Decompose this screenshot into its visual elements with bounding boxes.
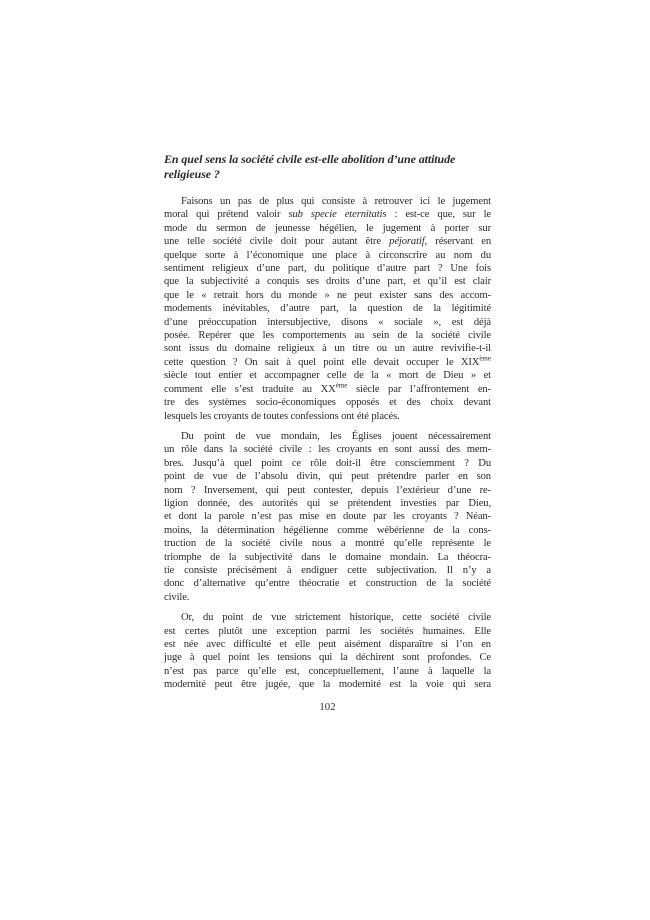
text-line: comment elle s’est traduite au XXème siècle par l’affrontement en- <box>164 381 491 395</box>
page-number: 102 <box>319 700 336 713</box>
heading-line: En quel sens la société civile est-elle abolition d’une attitude <box>164 152 456 166</box>
text-line: juge à quel point les tensions qui la déchirent sont profondes. Ce <box>164 652 491 664</box>
italic-text: péjoratif, <box>389 236 428 248</box>
text-line: Du point de vue mondain, les Églises jouent nécessairement <box>181 430 491 442</box>
text-line: moins, la détermination hégélienne comme wébérienne de la cons- <box>164 524 491 536</box>
text-line: n’est pas parce qu’elle est, conceptuellement, l’aune à laquelle la <box>164 665 491 677</box>
text-line: siècle tout entier et accompagner celle de la « mort de Dieu » et <box>164 370 491 382</box>
text-line: moral qui prétend valoir sub specie eternitatis : est-ce que, sur le <box>164 209 491 221</box>
text-line: civile. <box>164 591 190 603</box>
text-line: ligion donnée, des autorités qui se prétendent investies par Dieu, <box>164 497 491 509</box>
text-line: une telle société civile doit pour autant être péjoratif, réservant en <box>164 236 491 248</box>
text-line: nom ? Inversement, qui peut contester, depuis l’extérieur d’une re- <box>164 484 491 496</box>
text-line: mode du sermon de jeunesse hégélien, le jugement à porter sur <box>164 222 491 234</box>
text-line: sont issus du domaine religieux à un titre ou un autre revivifie-t-il <box>164 343 491 355</box>
text-line: lesquels les croyants de toutes confessions ont été placés. <box>164 410 400 422</box>
text-line: cette question ? On sait à quel point elle devait occuper le XIXème <box>164 354 491 368</box>
text-line: tre des systèmes socio-économiques opposés et des choix devant <box>164 397 491 409</box>
superscript-text: ème <box>335 381 348 390</box>
text-line: modements inévitables, d’autre part, la question de la légitimité <box>164 303 491 315</box>
text-line: bres. Jusqu’à quel point ce rôle doit-il être consciemment ? Du <box>164 457 491 469</box>
text-line: modernité peut être jugée, que la modernité est la voie qui sera <box>164 679 491 691</box>
text-line: est née avec difficulté et elle peut aisément disparaître si l’on en <box>164 639 491 650</box>
text-line: Or, du point de vue strictement historique, cette société civile <box>181 612 491 624</box>
body-text <box>164 195 491 692</box>
text-line: sentiment religieux d’une part, du politique d’autre part ? Une fois <box>164 263 491 275</box>
superscript-text: ème <box>479 354 491 363</box>
text-line: triomphe de la subjectivité dans le domaine mondain. La théocra- <box>164 551 491 563</box>
text-line: posée. Repérer que les comportements au sein de la société civile <box>164 330 491 342</box>
paragraph <box>164 611 491 691</box>
text-line: et dont la parole n’est pas mise en doute par les croyants ? Néan- <box>164 511 491 523</box>
text-line: truction de la société civile nous a montré qu’elle représente le <box>164 538 491 550</box>
text-line: d’une préoccupation intersubjective, disons « sociale », est déjà <box>164 316 491 328</box>
section-heading <box>164 152 491 182</box>
text-line: un rôle dans la société civile : les croyants en sont aussi des mem- <box>164 444 491 456</box>
paragraph <box>164 195 491 423</box>
text-line: que le « retrait hors du monde » ne peut exister sans des accom- <box>164 289 491 301</box>
paragraph <box>164 430 491 604</box>
text-line: Faisons un pas de plus qui consiste à retrouver ici le jugement <box>181 196 491 207</box>
text-line: point de vue de l’absolu divin, qui peut prétendre parler en son <box>164 471 491 483</box>
italic-text: sub specie eternitatis <box>288 209 387 221</box>
text-line: tie consiste précisément à endiguer cette subjectivation. Il n’y a <box>164 564 491 576</box>
text-line: quelque sorte à l’économique une place à circonscrire au nom du <box>164 249 491 261</box>
text-line: est certes plutôt une exception parmi les sociétés humaines. Elle <box>164 625 491 637</box>
text-line: donc d’alternative qu’entre théocratie et construction de la société <box>164 578 491 590</box>
text-block <box>164 152 491 713</box>
text-line: que la subjectivité a conquis ses droits d’une part, et qu’il est clair <box>164 276 491 288</box>
heading-line: religieuse ? <box>164 167 220 181</box>
